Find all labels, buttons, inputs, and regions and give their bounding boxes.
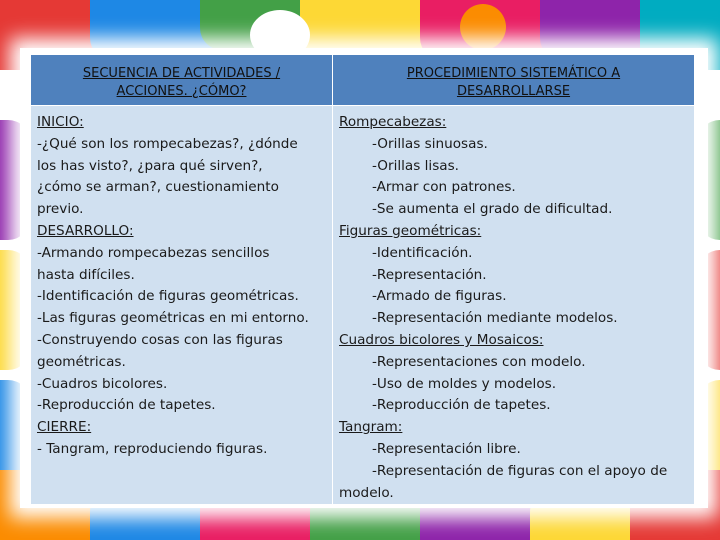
figuras-label: Figuras geométricas:	[339, 222, 482, 239]
desarrollo-line: -Construyendo cosas con las figuras	[37, 331, 283, 348]
desarrollo-line: -Reproducción de tapetes.	[37, 397, 216, 414]
header-procedure	[333, 55, 695, 106]
desarrollo-line: hasta difíciles.	[37, 266, 135, 283]
desarrollo-line: -Cuadros bicolores.	[37, 375, 168, 392]
header-actions-line-1: SECUENCIA DE ACTIVIDADES /	[82, 66, 281, 81]
cierre-line: - Tangram, reproduciendo figuras.	[37, 440, 268, 457]
inicio-line: -¿Qué son los rompecabezas?, ¿dónde	[37, 135, 298, 152]
tangram-line: -Representación de figuras con el apoyo de	[372, 462, 668, 479]
cuadros-line: -Reproducción de tapetes.	[372, 397, 551, 414]
desarrollo-line: -Las figuras geométricas en mi entorno.	[37, 310, 309, 327]
figuras-line: -Representación mediante modelos.	[372, 310, 618, 327]
rompecabezas-line: -Orillas lisas.	[372, 157, 460, 174]
inicio-line: los has visto?, ¿para qué sirven?,	[37, 157, 263, 174]
cuadros-line: -Representaciones con modelo.	[372, 353, 586, 370]
header-procedure-line-1: PROCEDIMIENTO SISTEMÁTICO A	[406, 66, 621, 81]
header-actions-line-2: ACCIONES. ¿CÓMO?	[116, 84, 247, 99]
actions-cell	[31, 106, 333, 505]
header-procedure-line-2: DESARROLLARSE	[456, 84, 571, 99]
cuadros-line: -Uso de moldes y modelos.	[372, 375, 557, 392]
inicio-line: previo.	[37, 201, 84, 218]
inicio-line: ¿cómo se arman?, cuestionamiento	[37, 179, 279, 196]
activities-table	[30, 54, 695, 505]
tangram-tail: modelo.	[339, 484, 394, 501]
figuras-line: -Armado de figuras.	[372, 288, 507, 305]
rompecabezas-line: -Orillas sinuosas.	[372, 135, 488, 152]
procedure-cell	[333, 106, 695, 505]
desarrollo-line: geométricas.	[37, 353, 126, 370]
cierre-label: CIERRE:	[37, 419, 92, 436]
tangram-line: -Representación libre.	[372, 440, 521, 457]
desarrollo-line: -Armando rompecabezas sencillos	[37, 244, 270, 261]
desarrollo-line: -Identificación de figuras geométricas.	[37, 288, 299, 305]
inicio-label: INICIO:	[37, 114, 84, 130]
tangram-label: Tangram:	[339, 419, 403, 436]
desarrollo-label: DESARROLLO:	[37, 222, 134, 239]
figuras-line: -Identificación.	[372, 244, 473, 261]
figuras-line: -Representación.	[372, 266, 487, 283]
rompecabezas-line: -Armar con patrones.	[372, 179, 516, 196]
rompecabezas-line: -Se aumenta el grado de dificultad.	[372, 201, 613, 218]
rompecabezas-label: Rompecabezas:	[339, 114, 447, 130]
header-actions	[31, 55, 333, 106]
cuadros-label: Cuadros bicolores y Mosaicos:	[339, 331, 544, 348]
